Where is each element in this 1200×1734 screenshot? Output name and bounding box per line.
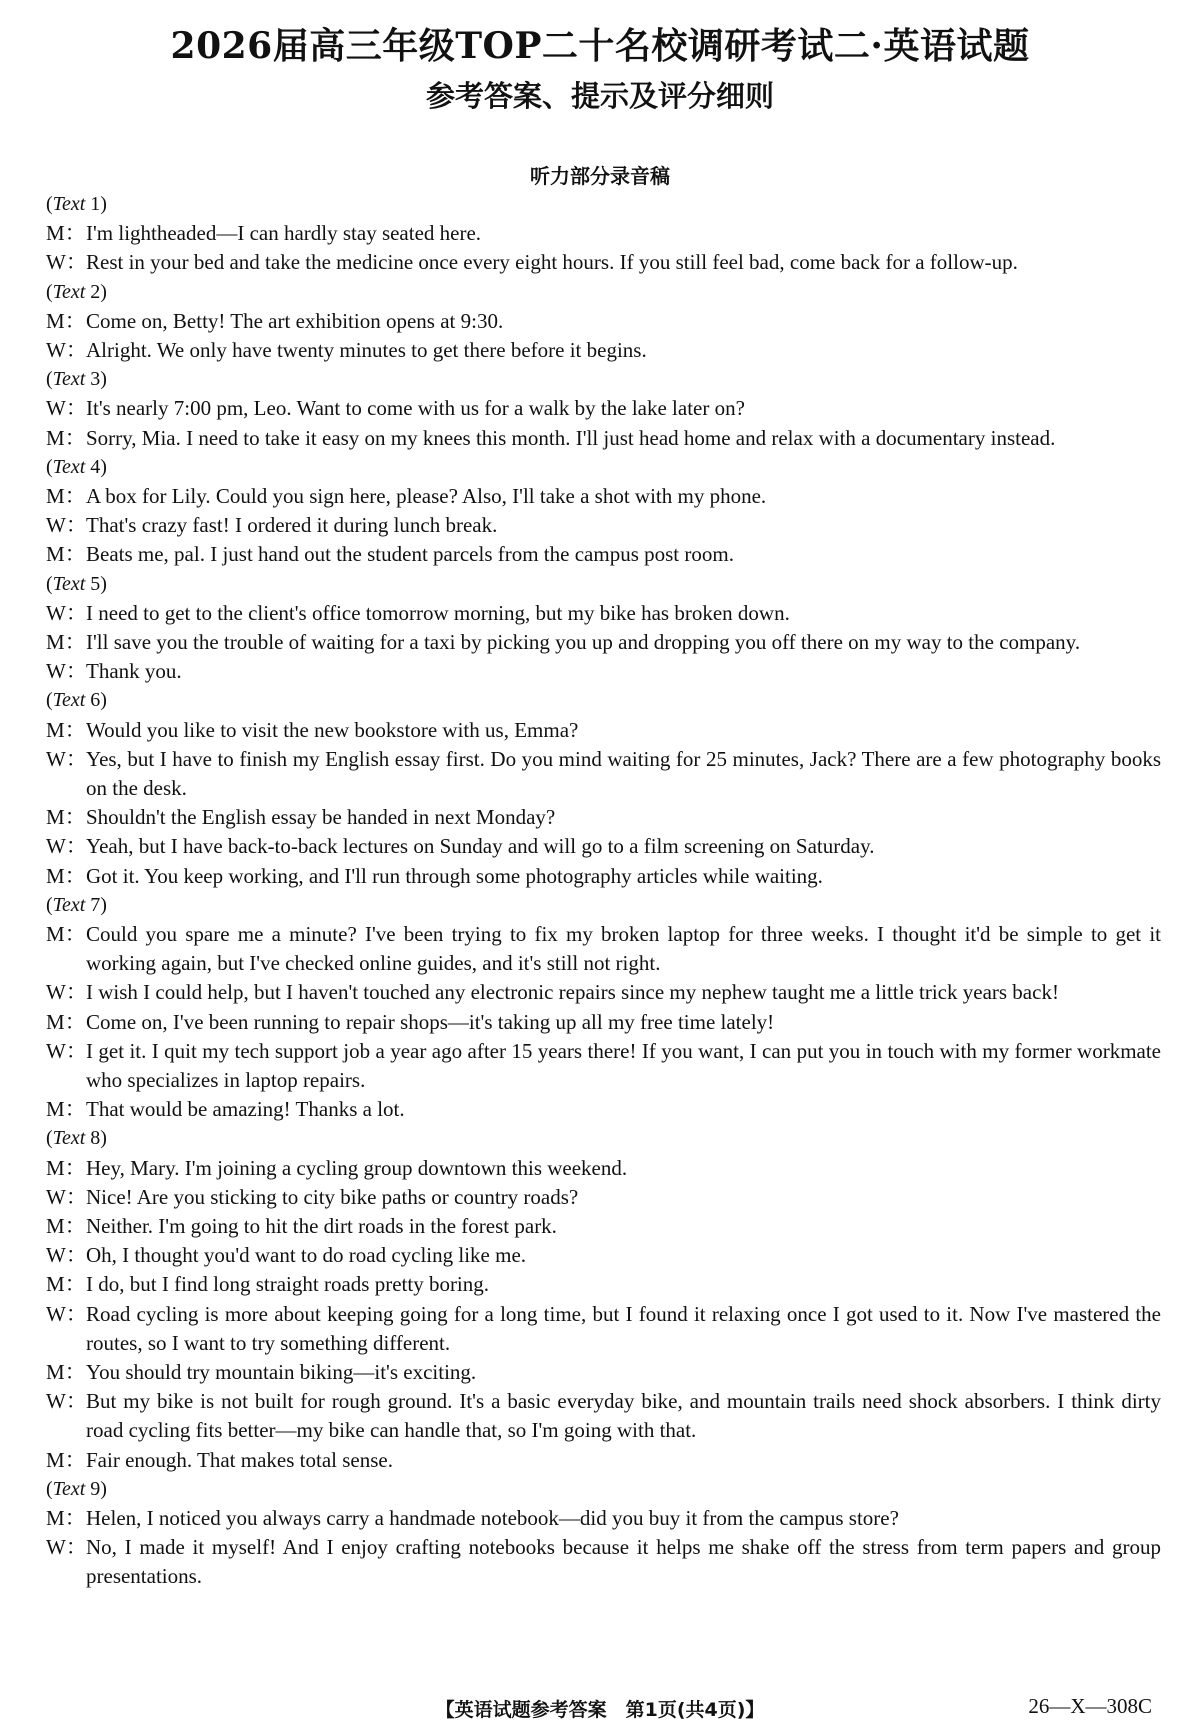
paren: ( [46, 280, 53, 303]
speaker-initial: M [46, 483, 65, 508]
dialogue-text: That would be amazing! Thanks a lot. [86, 1097, 405, 1122]
dialogue-line [46, 862, 1161, 891]
dialogue-text: A box for Lily. Could you sign here, please? Also, I'll take a shot with my phone. [86, 483, 767, 508]
dialogue-line [46, 540, 1161, 569]
dialogue-line [46, 307, 1161, 336]
speaker-initial: M [46, 425, 65, 450]
paren: ) [100, 893, 107, 916]
speaker-label: W： [46, 513, 87, 538]
speaker-label: W： [46, 1038, 87, 1063]
dialogue-text: But my bike is not built for rough ground. It's a basic everyday bike, and mountain trails need shock absorbers. I think dirty road cycling fits better—my bike can handle that, so I'm going with that. [86, 1389, 1161, 1443]
dialogue-line [46, 657, 1161, 686]
speaker-label: W： [46, 337, 87, 362]
speaker-initial: M [46, 1272, 65, 1297]
speaker-initial: M [46, 805, 65, 830]
dialogue-line [46, 1095, 1161, 1124]
text-number: 7 [90, 893, 101, 916]
speaker-label: M： [46, 221, 86, 246]
speaker-label: W： [46, 659, 87, 684]
dialogue-text: Nice! Are you sticking to city bike paths or country roads? [86, 1184, 579, 1209]
dialogue-line [46, 1270, 1161, 1299]
speaker-initial: W [46, 1301, 66, 1326]
text-label-word: Text [52, 193, 86, 215]
dialogue-text: I do, but I find long straight roads pretty boring. [86, 1272, 490, 1297]
dialogue-line [46, 745, 1161, 803]
speaker-label: W： [46, 1184, 87, 1209]
dialogue-text: Beats me, pal. I just hand out the student parcels from the campus post room. [86, 542, 734, 567]
text-label-word: Text [52, 280, 86, 303]
paren: ( [46, 689, 53, 712]
paren: ) [100, 689, 107, 712]
speaker-initial: M [46, 1155, 65, 1180]
text-label-word: Text [52, 455, 86, 478]
dialogue-text: Yeah, but I have back-to-back lectures on Sunday and will go to a film screening on Saturday. [86, 834, 875, 859]
dialogue-text: Road cycling is more about keeping going for a long time, but I found it relaxing once I got used to it. Now I've mastered the routes, so I want to try something different. [86, 1301, 1161, 1355]
speaker-initial: W [46, 1184, 66, 1209]
dialogue-text: Got it. You keep working, and I'll run through some photography articles while waiting. [86, 863, 823, 888]
speaker-label: M： [46, 1155, 86, 1180]
dialogue-text: I'm lightheaded—I can hardly stay seated here. [86, 221, 482, 246]
dialogue-line [46, 920, 1161, 978]
speaker-label: W： [46, 1243, 87, 1268]
text-label [46, 686, 1161, 715]
dialogue-line [46, 394, 1161, 423]
speaker-label: M： [46, 308, 86, 333]
text-number: 8 [90, 1127, 101, 1150]
speaker-initial: W [46, 746, 66, 771]
dialogue-line [46, 1183, 1161, 1212]
dialogue-text: Rest in your bed and take the medicine once every eight hours. If you still feel bad, come back for a follow-up. [86, 250, 1018, 275]
dialogue-line [46, 832, 1161, 861]
paren: ( [46, 893, 53, 916]
speaker-initial: M [46, 629, 65, 654]
dialogue-text: Shouldn't the English essay be handed in next Monday? [86, 805, 556, 830]
dialogue-text: That's crazy fast! I ordered it during lunch break. [86, 513, 498, 538]
speaker-initial: M [46, 1360, 65, 1384]
dialogue-text: Oh, I thought you'd want to do road cycling like me. [86, 1243, 527, 1268]
speaker-label: W： [46, 1535, 87, 1560]
speaker-initial: M [46, 921, 65, 946]
text-label [46, 190, 1161, 219]
text-label [46, 1124, 1161, 1153]
speaker-label: M： [46, 483, 86, 508]
text-number: 4 [90, 455, 101, 478]
speaker-label: M： [46, 425, 86, 450]
dialogue-line [46, 219, 1161, 248]
dialogue-line [46, 1358, 1161, 1387]
dialogue-line [46, 1241, 1161, 1270]
speaker-label: M： [46, 542, 86, 567]
text-label [46, 891, 1161, 920]
dialogue-line [46, 1504, 1161, 1533]
paren: ( [46, 455, 53, 478]
speaker-initial: W [46, 980, 66, 1005]
dialogue-text: No, I made it myself! And I enjoy crafting notebooks because it helps me shake off the stress from term papers and group presentations. [86, 1535, 1161, 1589]
text-label-word: Text [52, 1477, 86, 1500]
speaker-label: M： [46, 1097, 86, 1122]
text-number: 2 [90, 280, 101, 303]
text-label [46, 1475, 1161, 1504]
speaker-label: W： [46, 396, 87, 421]
dialogue-text: I need to get to the client's office tomorrow morning, but my bike has broken down. [86, 600, 790, 625]
dialogue-line [46, 1300, 1161, 1358]
speaker-initial: W [46, 337, 66, 362]
text-label [46, 453, 1161, 482]
page-title: 2026届高三年级TOP二十名校调研考试二·英语试题 [170, 25, 1030, 67]
dialogue-line [46, 599, 1161, 628]
dialogue-text: Sorry, Mia. I need to take it easy on my knees this month. I'll just head home and relax with a documentary instead. [86, 425, 1056, 450]
text-label-word: Text [52, 572, 86, 595]
dialogue-text: It's nearly 7:00 pm, Leo. Want to come with us for a walk by the lake later on? [86, 396, 745, 421]
dialogue-line [46, 248, 1161, 277]
dialogue-line [46, 424, 1161, 453]
paren: ) [100, 368, 107, 391]
page-subtitle: 参考答案、提示及评分细则 [425, 79, 774, 113]
speaker-label: M： [46, 1447, 86, 1472]
paren: ( [46, 572, 53, 595]
speaker-initial: W [46, 1389, 66, 1414]
dialogue-text: Alright. We only have twenty minutes to get there before it begins. [86, 337, 647, 362]
speaker-initial: W [46, 1038, 66, 1063]
speaker-initial: W [46, 600, 66, 625]
dialogue-line [46, 628, 1161, 657]
speaker-label: M： [46, 1272, 86, 1297]
speaker-label: M： [46, 1213, 86, 1238]
text-number: 6 [90, 689, 101, 712]
dialogue-text: Helen, I noticed you always carry a handmade notebook—did you buy it from the campus store? [86, 1506, 899, 1530]
footer-page-info: 【英语试题参考答案 第1页(共4页)】 [435, 1699, 765, 1721]
dialogue-line [46, 1037, 1161, 1095]
text-label [46, 570, 1161, 599]
speaker-initial: M [46, 1009, 65, 1034]
dialogue-text: Thank you. [86, 659, 182, 684]
text-number: 1 [90, 193, 101, 215]
text-label [46, 278, 1161, 307]
dialogue-line [46, 511, 1161, 540]
dialogue-text: I get it. I quit my tech support job a year ago after 15 years there! If you want, I can put you in touch with my former workmate who specializes in laptop repairs. [86, 1038, 1161, 1092]
dialogue-line [46, 1446, 1161, 1475]
dialogue-line [46, 1212, 1161, 1241]
text-number: 9 [90, 1477, 101, 1500]
paren: ( [46, 1127, 53, 1150]
speaker-label: M： [46, 921, 86, 946]
speaker-label: W： [46, 250, 87, 275]
speaker-initial: M [46, 542, 65, 567]
paren: ) [100, 1127, 107, 1150]
dialogue-text: Yes, but I have to finish my English essay first. Do you mind waiting for 25 minutes, Jack? There are a few photography books on the desk. [86, 746, 1161, 800]
paren: ) [100, 193, 107, 215]
dialogue-text: Come on, I've been running to repair shops—it's taking up all my free time lately! [86, 1009, 775, 1034]
speaker-label: W： [46, 600, 87, 625]
speaker-label: M： [46, 1506, 86, 1530]
speaker-initial: M [46, 1506, 65, 1530]
speaker-initial: M [46, 717, 65, 742]
section-title: 听力部分录音稿 [530, 164, 670, 188]
speaker-initial: W [46, 513, 66, 538]
dialogue-line [46, 1387, 1161, 1445]
speaker-label: M： [46, 1360, 86, 1384]
page-footer [0, 1695, 1200, 1725]
speaker-label: M： [46, 805, 86, 830]
text-label-word: Text [52, 1127, 86, 1150]
dialogue-line [46, 336, 1161, 365]
dialogue-text: I'll save you the trouble of waiting for a taxi by picking you up and dropping you off there on my way to the company. [86, 629, 1081, 654]
speaker-initial: M [46, 1447, 65, 1472]
speaker-label: M： [46, 863, 86, 888]
dialogue-text: I wish I could help, but I haven't touched any electronic repairs since my nephew taught me a little trick years back! [86, 980, 1059, 1005]
text-label-word: Text [52, 893, 86, 916]
speaker-initial: M [46, 221, 65, 246]
speaker-label: M： [46, 717, 86, 742]
footer-code: 26—X—308C [1028, 1694, 1152, 1718]
dialogue-text: Hey, Mary. I'm joining a cycling group downtown this weekend. [86, 1155, 628, 1180]
dialogue-line [46, 1008, 1161, 1037]
speaker-label: M： [46, 629, 86, 654]
speaker-initial: W [46, 1243, 66, 1268]
dialogue-text: Fair enough. That makes total sense. [86, 1447, 393, 1472]
dialogue-text: You should try mountain biking—it's exciting. [86, 1360, 477, 1384]
speaker-label: W： [46, 834, 87, 859]
paren: ( [46, 368, 53, 391]
speaker-initial: W [46, 659, 66, 684]
paren: ( [46, 193, 53, 215]
speaker-initial: W [46, 834, 66, 859]
paren: ) [100, 1477, 107, 1500]
dialogue-line [46, 1533, 1161, 1591]
dialogue-line [46, 716, 1161, 745]
speaker-label: M： [46, 1009, 86, 1034]
dialogue-line [46, 978, 1161, 1007]
paren: ) [100, 455, 107, 478]
speaker-initial: M [46, 1213, 65, 1238]
dialogue-text: Would you like to visit the new bookstore with us, Emma? [86, 717, 579, 742]
text-label [46, 365, 1161, 394]
speaker-initial: W [46, 396, 66, 421]
speaker-label: W： [46, 1301, 87, 1326]
listening-transcript [46, 190, 1161, 1592]
dialogue-text: Neither. I'm going to hit the dirt roads in the forest park. [86, 1213, 557, 1238]
speaker-initial: W [46, 250, 66, 275]
speaker-label: W： [46, 746, 87, 771]
paren: ) [100, 572, 107, 595]
text-number: 3 [90, 368, 101, 391]
dialogue-line [46, 482, 1161, 511]
speaker-label: W： [46, 980, 87, 1005]
speaker-initial: M [46, 1097, 65, 1122]
dialogue-text: Come on, Betty! The art exhibition opens at 9:30. [86, 308, 504, 333]
dialogue-line [46, 1154, 1161, 1183]
dialogue-text: Could you spare me a minute? I've been trying to fix my broken laptop for three weeks. I thought it'd be simple to get it working again, but I've checked online guides, and it's still not right. [86, 921, 1161, 976]
text-number: 5 [90, 572, 101, 595]
speaker-initial: W [46, 1535, 66, 1560]
paren: ) [100, 280, 107, 303]
paren: ( [46, 1477, 53, 1500]
text-label-word: Text [52, 689, 86, 712]
text-label-word: Text [52, 368, 86, 391]
speaker-label: W： [46, 1389, 87, 1414]
speaker-initial: M [46, 308, 65, 333]
speaker-initial: M [46, 863, 65, 888]
dialogue-line [46, 803, 1161, 832]
